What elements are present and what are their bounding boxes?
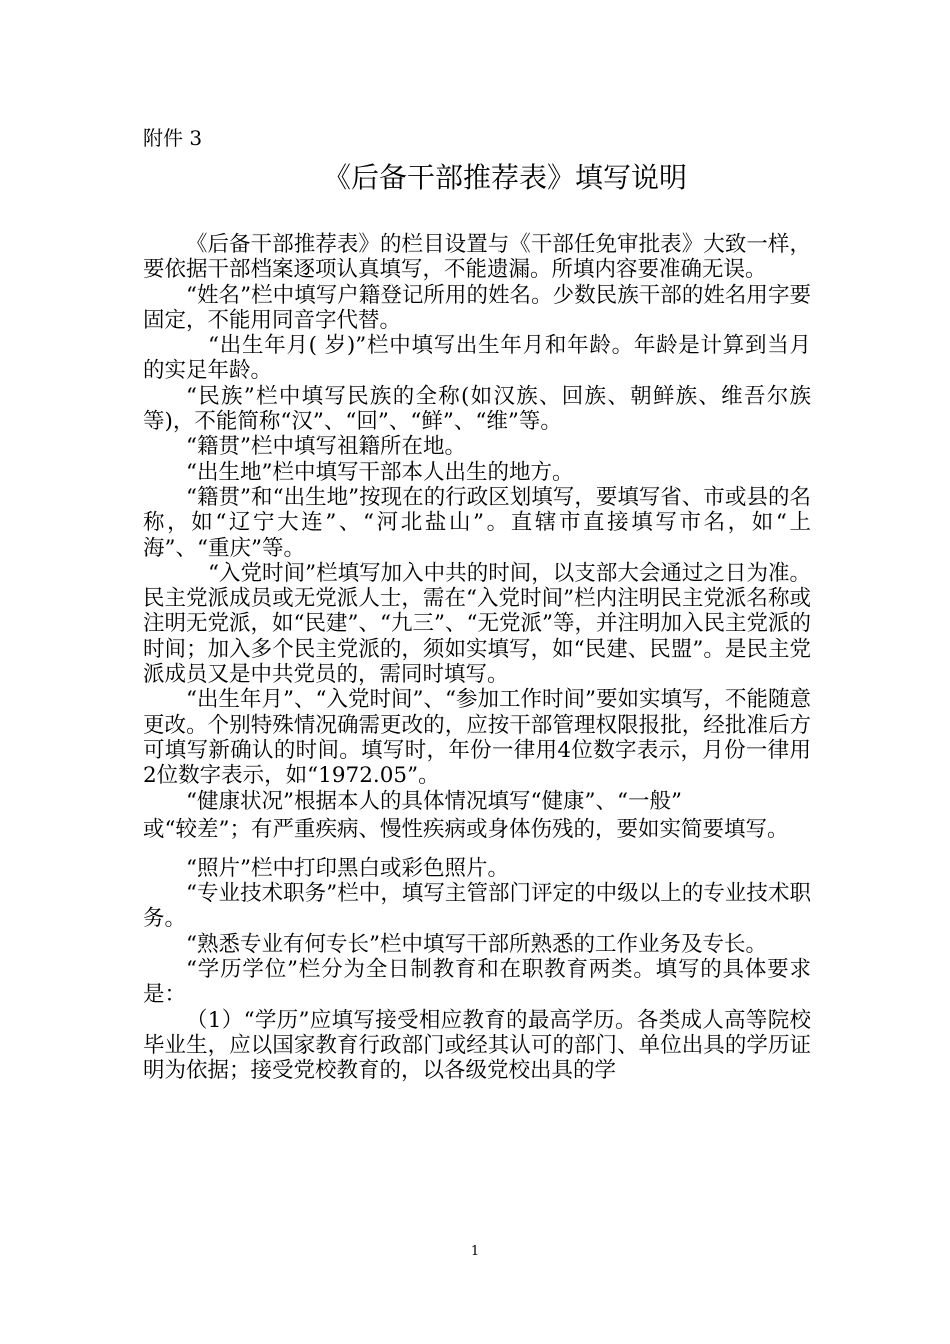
paragraph-name: “姓名”栏中填写户籍登记所用的姓名。少数民族干部的姓名用字要固定，不能用同音字代替。 (143, 282, 811, 333)
paragraph-education: “学历学位”栏分为全日制教育和在职教育两类。填写的具体要求是： (143, 957, 811, 1008)
document-body (143, 232, 811, 1084)
paragraph-education-item-1: （1）“学历”应填写接受相应教育的最高学历。各类成人高等院校毕业生，应以国家教育行政部门或经其认可的部门、单位出具的学历证明为依据；接受党校教育的，以各级党校出具的学 (143, 1007, 811, 1084)
paragraph-birthplace: “出生地”栏中填写干部本人出生的地方。 (186, 459, 574, 485)
paragraph-photo: “照片”栏中打印黑白或彩色照片。 (186, 855, 509, 881)
paragraph-party-join-date: “入党时间”栏填写加入中共的时间，以支部大会通过之日为准。民主党派成员或无党派人士，需在“入党时间”栏内注明民主党派名称或注明无党派，如“民建”、“九三”、“无党派”等，并注明加入民主党派的时间；加入多个民主党派的，须如实填写，如“民建、民盟”。是民主党派成员又是中共党员的，需同时填写。 (143, 560, 811, 688)
paragraph-ethnicity: “民族”栏中填写民族的全称(如汉族、回族、朝鲜族、维吾尔族等)，不能简称“汉”、“回”、“鲜”、“维”等。 (143, 383, 811, 435)
paragraph-intro: 《后备干部推荐表》的栏目设置与《干部任免审批表》大致一样，要依据干部档案逐项认真填写，不能遗漏。所填内容要准确无误。 (143, 232, 811, 283)
paragraph-native-place: “籍贯”栏中填写祖籍所在地。 (186, 434, 466, 460)
paragraph-health-a: “健康状况”根据本人的具体情况填写“健康”、“一般” (186, 788, 682, 814)
paragraph-professional-title: “专业技术职务”栏中，填写主管部门评定的中级以上的专业技术职务。 (143, 881, 811, 932)
document-title: 《后备干部推荐表》填写说明 (322, 161, 687, 194)
paragraph-region-format: “籍贯”和“出生地”按现在的行政区划填写，要填写省、市或县的名称，如“辽宁大连”、“河北盐山”。直辖市直接填写市名，如“上海”、“重庆”等。 (143, 484, 811, 561)
paragraph-health-b: 或“较差”；有严重疾病、慢性疾病或身体伤残的，要如实简要填写。 (143, 816, 789, 842)
paragraph-birth-date: “出生年月( 岁)”栏中填写出生年月和年龄。年龄是计算到当月的实足年龄。 (143, 333, 811, 384)
paragraph-expertise: “熟悉专业有何专长”栏中填写干部所熟悉的工作业务及专长。 (186, 931, 767, 957)
attachment-label: 附件 3 (143, 126, 203, 150)
paragraph-date-rules: “出生年月”、“入党时间”、“参加工作时间”要如实填写，不能随意更改。个别特殊情况确需更改的，应按干部管理权限报批，经批准后方可填写新确认的时间。填写时，年份一律用4位数字表示，月份一律用2位数字表示，如“1972.05”。 (143, 687, 811, 789)
page-number: 1 (470, 1244, 480, 1259)
